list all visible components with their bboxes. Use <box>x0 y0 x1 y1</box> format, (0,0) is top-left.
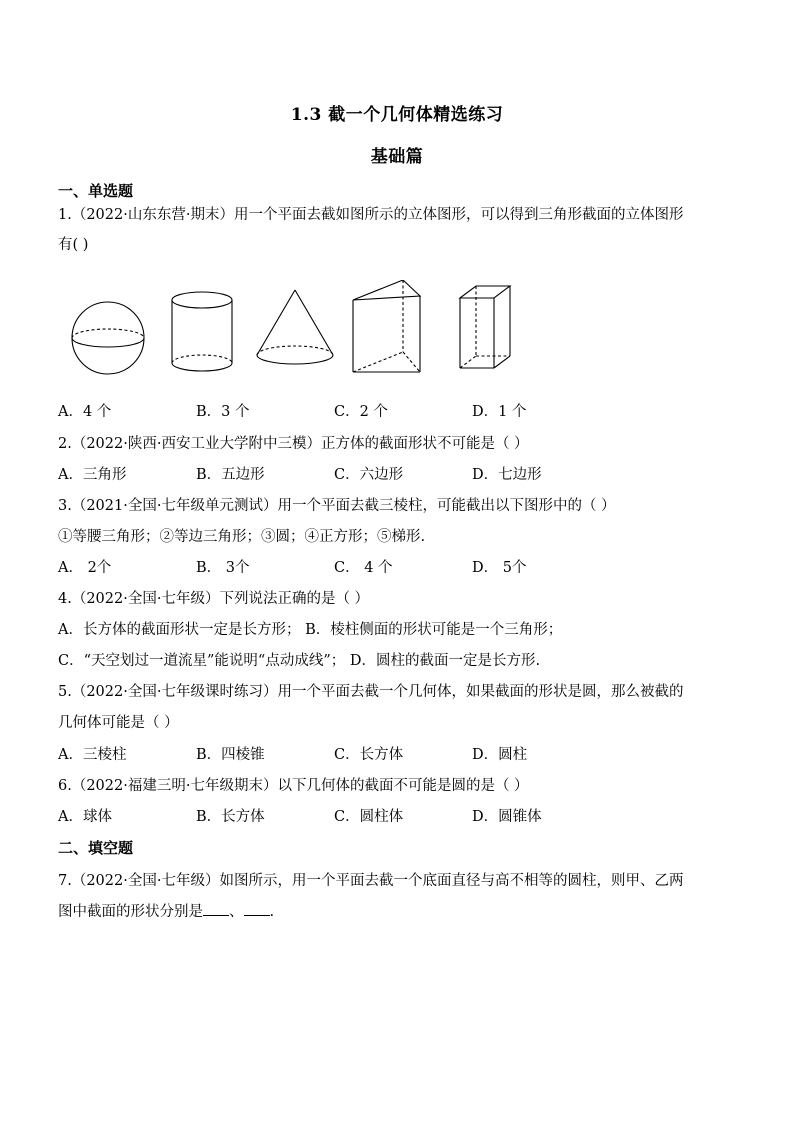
question-2-option-a: A．三角形 <box>58 467 127 483</box>
question-6-option-a: A．球体 <box>58 809 112 825</box>
question-1-option-d: D．1 个 <box>472 404 527 420</box>
cylinder-icon <box>168 280 238 390</box>
question-2-option-c: C．六边形 <box>334 467 404 483</box>
question-6-option-c: C．圆柱体 <box>334 809 404 825</box>
question-2-option-b: B．五边形 <box>196 467 265 483</box>
question-3-option-c: C． 4 个 <box>334 560 393 576</box>
question-4-options-cd: C．“天空划过一道流星”能说明“点动成线”； D．圆柱的截面一定是长方形. <box>58 653 541 669</box>
question-1-figures <box>60 280 540 390</box>
question-5-option-d: D．圆柱 <box>472 747 528 763</box>
page-subtitle: 基础篇 <box>370 147 424 167</box>
question-5-option-a: A．三棱柱 <box>58 747 127 763</box>
cone-icon <box>253 280 343 390</box>
question-7-text-cont <box>58 900 274 921</box>
question-1-option-a: A．4 个 <box>58 404 112 420</box>
question-2-option-d: D．七边形 <box>472 467 542 483</box>
triangular-prism-icon <box>348 280 428 390</box>
rectangular-prism-icon <box>454 280 524 390</box>
answer-blank-2[interactable] <box>244 901 270 916</box>
question-1-text-cont: 有( ) <box>58 237 89 253</box>
sphere-icon <box>70 280 150 390</box>
question-3-option-a: A． 2个 <box>58 560 112 576</box>
question-5-text-cont: 几何体可能是（ ） <box>58 715 179 731</box>
section-heading-fill-in: 二、填空题 <box>58 839 134 857</box>
question-5-text: 5.（2022·全国·七年级课时练习）用一个平面去截一个几何体，如果截面的形状是圆，那么被截的 <box>58 684 684 700</box>
question-6-text: 6.（2022·福建三明·七年级期末）以下几何体的截面不可能是圆的是（ ） <box>58 778 529 794</box>
sentence-end: . <box>269 904 275 920</box>
question-1-option-b: B．3 个 <box>196 404 250 420</box>
question-3-text: 3.（2021·全国·七年级单元测试）用一个平面去截三棱柱，可能截出以下图形中的（ ） <box>58 498 616 514</box>
question-4-options-ab: A．长方体的截面形状一定是长方形； B．棱柱侧面的形状可能是一个三角形； <box>58 622 563 638</box>
question-4-text: 4.（2022·全国·七年级）下列说法正确的是（ ） <box>58 591 370 607</box>
question-3-text-cont: ①等腰三角形；②等边三角形；③圆；④正方形；⑤梯形. <box>58 529 426 545</box>
question-6-option-b: B．长方体 <box>196 809 265 825</box>
question-5-option-c: C．长方体 <box>334 747 404 763</box>
question-1-text: 1.（2022·山东东营·期末）用一个平面去截如图所示的立体图形，可以得到三角形截面的立体图形 <box>58 207 684 223</box>
question-2-text: 2.（2022·陕西·西安工业大学附中三模）正方体的截面形状不可能是（ ） <box>58 436 529 452</box>
answer-blank-1[interactable] <box>203 901 229 916</box>
question-5-option-b: B．四棱锥 <box>196 747 265 763</box>
section-heading-single-choice: 一、单选题 <box>58 182 134 200</box>
question-1-option-c: C．2 个 <box>334 404 388 420</box>
blank-separator: 、 <box>229 904 244 920</box>
page-title: 1.3 截一个几何体精选练习 <box>290 105 504 125</box>
question-3-option-d: D． 5个 <box>472 560 527 576</box>
question-7-prompt: 图中截面的形状分别是 <box>58 904 203 920</box>
question-3-option-b: B． 3个 <box>196 560 250 576</box>
question-7-text: 7.（2022·全国·七年级）如图所示，用一个平面去截一个底面直径与高不相等的圆柱，则甲、乙两 <box>58 873 684 889</box>
question-6-option-d: D．圆锥体 <box>472 809 542 825</box>
